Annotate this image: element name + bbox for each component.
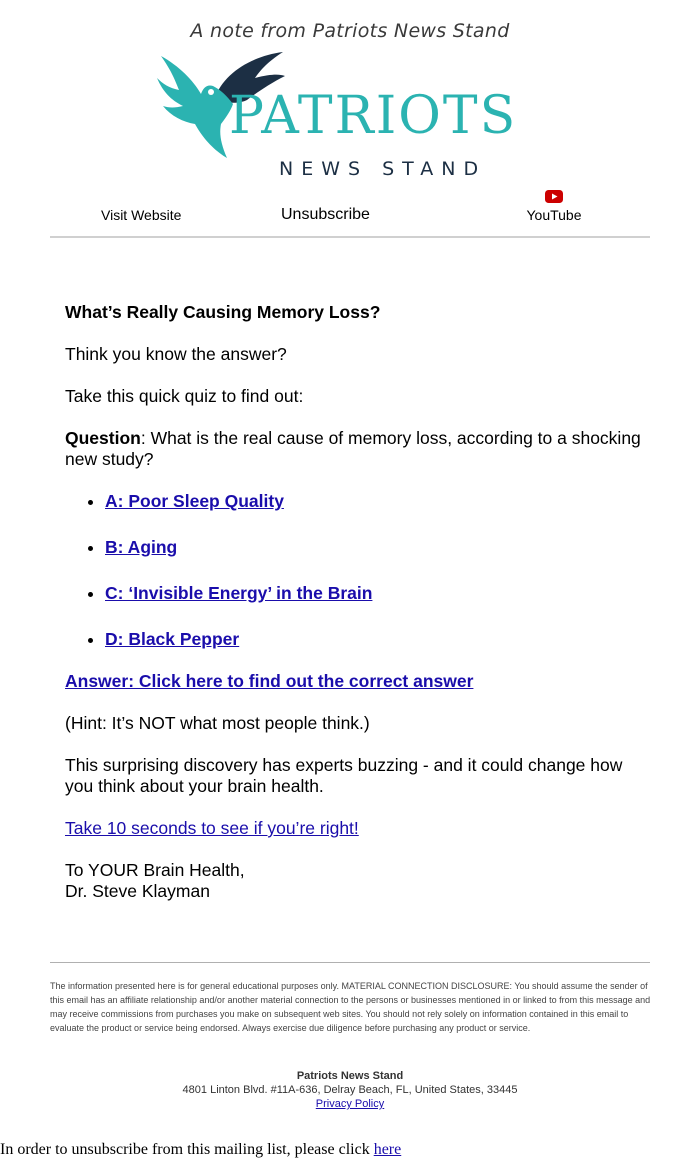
email-title: What’s Really Causing Memory Loss?	[65, 302, 381, 322]
header-divider	[50, 236, 650, 238]
question-text: : What is the real cause of memory loss, according to a shocking new study?	[65, 428, 641, 469]
signature-name: Dr. Steve Klayman	[65, 881, 210, 901]
signature	[65, 860, 645, 902]
answer-link[interactable]: Answer: Click here to find out the correct answer	[65, 671, 474, 691]
unsubscribe-link[interactable]: Unsubscribe	[281, 206, 370, 223]
youtube-icon	[545, 190, 563, 203]
footer-divider	[50, 962, 650, 963]
discovery-text: This surprising discovery has experts buzzing - and it could change how you think about your brain health.	[65, 755, 623, 796]
unsubscribe-notice	[0, 1141, 700, 1159]
list-item	[105, 537, 645, 558]
cta-link[interactable]: Take 10 seconds to see if you’re right!	[65, 818, 359, 838]
option-d-link[interactable]: D: Black Pepper	[105, 629, 240, 649]
intro-text: Think you know the answer?	[65, 344, 287, 364]
company-name: Patriots News Stand	[296, 1070, 404, 1082]
signature-line-1: To YOUR Brain Health,	[65, 860, 245, 880]
brand-subtitle: NEWS STAND	[279, 158, 487, 180]
unsubscribe-here-link[interactable]: here	[373, 1141, 402, 1158]
brand-logo	[155, 50, 555, 185]
disclaimer-text: The information presented here is for general educational purposes only. MATERIAL CONNECTION DISCLOSURE: You should assume the sender of this email has an affiliate relationship and/or another material connection to the persons or businesses mentioned in or linked to from this message and may receive commissions from purchases you make on subsequent web sites. You should not rely solely on information contained in this email to evaluate the product or service being endorsed. Always exercise due diligence before purchasing any product or service.	[50, 981, 651, 1033]
header-note: A note from Patriots News Stand	[190, 20, 510, 42]
email-body	[65, 302, 645, 923]
list-item	[105, 583, 645, 604]
quiz-prompt: Take this quick quiz to find out:	[65, 386, 304, 406]
option-c-link[interactable]: C: ‘Invisible Energy’ in the Brain	[105, 583, 373, 603]
list-item	[105, 629, 645, 650]
brand-name: PATRIOTS	[229, 86, 518, 146]
question	[65, 428, 645, 470]
hint-text: (Hint: It’s NOT what most people think.)	[65, 713, 370, 733]
company-address: 4801 Linton Blvd. #11A-636, Delray Beach, FL, United States, 33445	[182, 1084, 518, 1096]
question-label: Question	[65, 428, 141, 448]
list-item	[105, 491, 645, 512]
footer	[0, 1069, 700, 1111]
visit-website-link[interactable]: Visit Website	[101, 207, 182, 223]
option-a-link[interactable]: A: Poor Sleep Quality	[105, 491, 284, 511]
option-b-link[interactable]: B: Aging	[105, 537, 178, 557]
youtube-link[interactable]	[520, 190, 588, 223]
unsubscribe-notice-text: In order to unsubscribe from this mailing list, please click	[0, 1141, 374, 1158]
youtube-label: YouTube	[526, 207, 582, 223]
privacy-policy-link[interactable]: Privacy Policy	[315, 1098, 385, 1110]
answer-options	[65, 491, 645, 650]
